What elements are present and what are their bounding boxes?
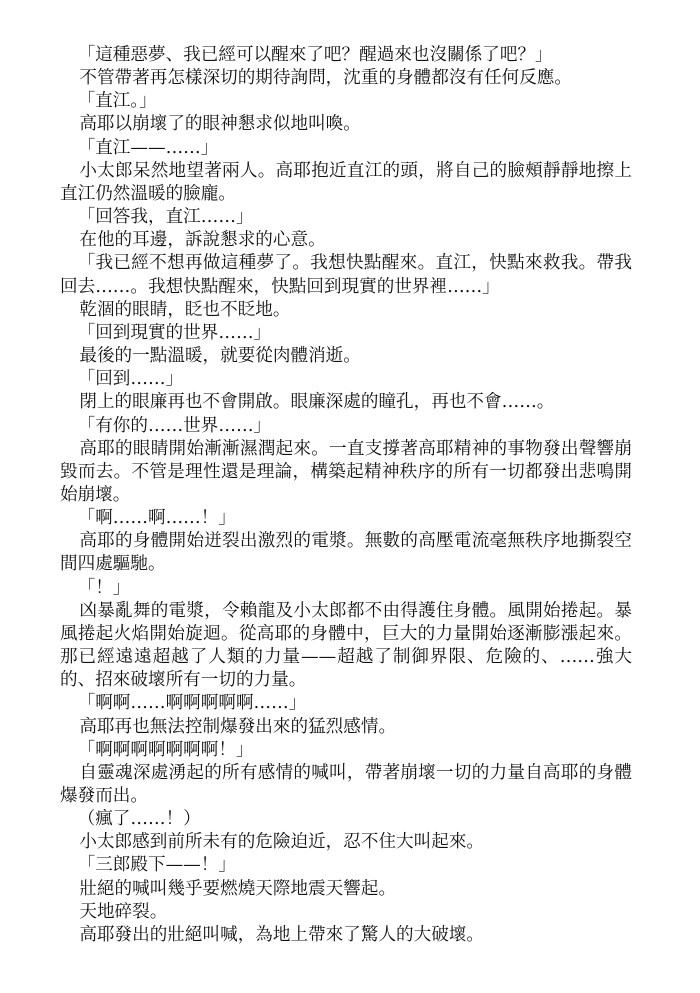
dialogue-line: 「啊啊……啊啊啊啊啊……」	[77, 693, 307, 714]
narration-paragraph: 小太郎感到前所未有的危險迫近，忍不住大叫起來。	[79, 832, 485, 853]
dialogue-line: 「直江——……」	[77, 137, 219, 158]
dialogue-line: 「啊啊啊啊啊啊啊！」	[77, 739, 254, 760]
narration-paragraph: 小太郎呆然地望著兩人。高耶抱近直江的頭，將自己的臉頰靜靜地擦上直江仍然溫暖的臉龐。	[60, 160, 632, 204]
narration-paragraph: 在他的耳邊，訴說懇求的心意。	[79, 230, 326, 251]
dialogue-line: 「這種惡夢、我已經可以醒來了吧？醒過來也沒關係了吧？」	[77, 45, 553, 65]
novel-page	[60, 44, 632, 947]
narration-paragraph: 壯絕的喊叫幾乎要燃燒天際地震天響起。	[79, 878, 397, 899]
narration-paragraph: 高耶的眼睛開始漸漸濕潤起來。一直支撐著高耶精神的事物發出聲響崩毀而去。不管是理性還是理論，構築起精神秩序的所有一切都發出悲鳴開始崩壞。	[60, 438, 632, 505]
narration-paragraph: 天地碎裂。	[79, 901, 168, 922]
dialogue-line: 「回到現實的世界……」	[77, 322, 272, 343]
dialogue-line: 「回到……」	[77, 369, 184, 390]
dialogue-line: 「啊……啊……！」	[77, 508, 236, 529]
dialogue-line: 「三郎殿下——！」	[77, 855, 236, 876]
narration-paragraph: 高耶的身體開始迸裂出激烈的電漿。無數的高壓電流毫無秩序地撕裂空間四處驅馳。	[60, 531, 632, 575]
narration-paragraph: 高耶再也無法控制爆發出來的猛烈感情。	[79, 716, 397, 737]
narration-paragraph: 自靈魂深處湧起的所有感情的喊叫，帶著崩壞一切的力量自高耶的身體爆發而出。	[60, 762, 632, 806]
narration-paragraph: 凶暴亂舞的電漿，令賴龍及小太郎都不由得護住身體。風開始捲起。暴風捲起火焰開始旋迴。從高耶的身體中，巨大的力量開始逐漸膨漲起來。那已經遠遠超越了人類的力量——超越了制御界限、危險的、……強大的、招來破壞所有一切的力量。	[60, 600, 632, 691]
dialogue-line: 「我已經不想再做這種夢了。我想快點醒來。直江，快點來救我。帶我回去……。我想快點醒來，快點回到現實的世界裡……」	[60, 253, 632, 297]
narration-paragraph: 閉上的眼廉再也不會開啟。眼廉深處的瞳孔，再也不會……。	[79, 392, 555, 413]
narration-paragraph: 最後的一點溫暖，就要從肉體消逝。	[79, 346, 361, 367]
dialogue-line: 「有你的……世界……」	[77, 415, 272, 436]
dialogue-line: 「回答我，直江……」	[77, 207, 254, 228]
narration-paragraph: 高耶發出的壯絕叫喊，為地上帶來了驚人的大破壞。	[79, 924, 485, 945]
inner-thought-line: （瘋了……！）	[77, 809, 201, 830]
narration-paragraph: 高耶以崩壞了的眼神懇求似地叫喚。	[79, 114, 361, 135]
narration-paragraph: 乾涸的眼睛，眨也不眨地。	[79, 299, 291, 320]
dialogue-line: 「！」	[77, 577, 131, 598]
dialogue-line: 「直江。」	[77, 91, 157, 112]
narration-paragraph: 不管帶著再怎樣深切的期待詢問，沈重的身體都沒有任何反應。	[79, 68, 572, 89]
